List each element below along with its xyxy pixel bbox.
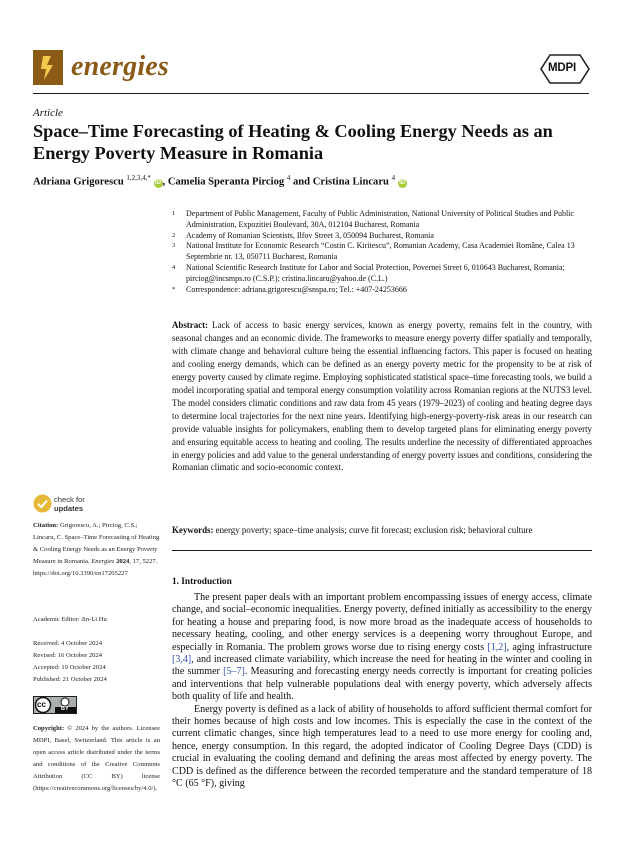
- citation-link[interactable]: [1,2]: [487, 641, 507, 653]
- author-name[interactable]: Camelia Speranta Pirciog: [167, 176, 285, 188]
- journal-name[interactable]: energies: [71, 51, 170, 82]
- copyright-text: © 2024 by the authors. Licensee MDPI, Basel, Switzerland. This article is an open access article distributed under the terms and conditions of the Creative Commons Attribution (CC BY) license (https://creativecommons.org/licenses/by/4.0/).: [33, 725, 160, 792]
- cc-by-license-icon[interactable]: [33, 696, 77, 714]
- copyright: [33, 723, 160, 794]
- check-for-updates-icon[interactable]: [33, 494, 52, 518]
- keywords-label: Keywords:: [172, 525, 214, 535]
- abstract: [172, 319, 592, 474]
- section-heading: 1. Introduction: [172, 577, 232, 587]
- check-for-updates[interactable]: check for updates: [54, 495, 85, 513]
- abstract-label: Abstract:: [172, 320, 208, 330]
- author-separator: ,: [162, 176, 168, 188]
- publisher-name: MDPI: [548, 62, 576, 74]
- affiliation-item: 2 Academy of Romanian Scientists, Ilfov Street 3, 050094 Bucharest, Romania: [172, 230, 434, 240]
- affiliations: [172, 209, 602, 295]
- lightning-icon: [33, 50, 63, 85]
- article-type: Article: [33, 107, 63, 119]
- author-separator: and: [290, 176, 313, 188]
- orcid-icon[interactable]: iD: [399, 179, 406, 186]
- header-divider: [33, 93, 589, 94]
- journal-logo: [33, 50, 63, 85]
- date-received: Received: 4 October 2024: [33, 640, 103, 647]
- keywords: [172, 524, 592, 536]
- citation-label: Citation:: [33, 522, 59, 529]
- author-list: [33, 174, 407, 188]
- date-revised: Revised: 16 October 2024: [33, 651, 103, 659]
- introduction-body: [172, 592, 592, 791]
- by-label: BY: [61, 706, 69, 712]
- citation-link[interactable]: [5–7]: [223, 666, 245, 678]
- affiliation-item: 4 National Scientific Research Institute for Labor and Social Protection, Povernei Street 6, 010643 Bucharest, Romania; pirciog@incsmps.ro (C.S.P.); cristina.lincaru@yahoo.de (C.L.): [172, 262, 565, 283]
- author-affiliation-sup: 4: [286, 174, 291, 182]
- citation-year: 2024: [116, 558, 130, 566]
- section-divider: [172, 550, 592, 551]
- citation-text: Grigorescu, A.; Pirciog, C.S.; Lincaru, C. Space–Time Forecasting of Heating & Cooling Energy Needs as an Energy Poverty Measure in Romania.: [33, 522, 160, 566]
- correspondence-item: * Correspondence: adriana.grigorescu@snspa.ro; Tel.: +407-24253666: [172, 284, 407, 294]
- copyright-label: Copyright:: [33, 725, 65, 732]
- keywords-text: energy poverty; space–time analysis; curve fit forecast; exclusion risk; behavioral culture: [215, 525, 533, 535]
- citation-journal: Energies: [91, 558, 115, 566]
- author-affiliation-sup: 1,2,3,4,*: [126, 174, 151, 182]
- author-affiliation-sup: 4: [391, 174, 396, 182]
- affiliation-item: 3 National Institute for Economic Research “Costin C. Kiritescu”, Romanian Academy, Casa Academiei Române, Calea 13 Septembrie nr. 13, 050711 Bucharest, Romania: [172, 241, 575, 262]
- orcid-icon[interactable]: iD: [155, 179, 162, 186]
- abstract-text: Lack of access to basic energy services, known as energy poverty, remains felt in the country, with seasonal changes and an economic divide. The frameworks to measure energy poverty differ spatially and temporally, with climate change and behavioral culture being the essential influencing factors. This paper is focused on heating and cooling energy demands, which can be defined as an energy poverty metric for the propensity to be at risk of energy poverty caused by climate regime. Employing sophisticated statistical space–time forecasting tools, we build a model incorporating spatial and temporal energy consumption volatility across Romanian regions at the NUTS3 level. The model considers climatic conditions and raw data from 45 years (1979–2023) of cooling and heating degree days to determine local trajectories for the next nine years. Identifying high-energy-poverty-risk areas in our research can provide valuable insights for policymakers, enabling them to develop targeted plans for eliminating energy poverty and ensuring equitable access to heating and cooling. The results underline the necessity of differentiated approaches in energy policies and add value to the general understanding of energy poverty issues and conditions, considering the Romanian climatic and socio-economic context.: [172, 320, 592, 473]
- author-name[interactable]: Cristina Lincaru: [312, 176, 389, 188]
- date-accepted: Accepted: 19 October 2024: [33, 663, 106, 671]
- paragraph: The present paper deals with an important problem encompassing issues of energy access, climate change, and social–economic inequalities. Energy poverty, defined initially as accessibility to the energy for heating a house and preparing food, is now more broad as the inadequate access of households to necessary heating, cooling, and other energy services is a deepening worry throughout Europe, and especially in Romania. The problem grows worse due to rising energy costs [1,2], aging infrastructure [3,4], and increased climate variability, which increase the need for heating in the winter and cooling in the summer [5–7]. Measuring and forecasting energy needs correctly is important for creating policies and interventions that help vulnerable populations deal with energy poverty, which adversely affects both quality of life and health.: [172, 592, 593, 703]
- citation: [33, 520, 160, 580]
- publisher-logo[interactable]: [540, 54, 590, 89]
- paragraph: Energy poverty is defined as a lack of ability of households to afford sufficient thermal comfort for their homes because of high costs and low incomes. This is especially the case in the context of the current climatic changes, since high temperatures lead to a need to use more energy for cooling and, hence, energy consumption. In this regard, the adopted indicator of Cooling Degree Days (CDD) is crucial in evaluating the cooling demand and defining the areas most affected by energy poverty. The CDD is defined as the difference between the recorded temperature and the standard temperature of 18 °C (65 °F), giving: [172, 703, 592, 790]
- publication-dates: [33, 638, 107, 686]
- citation-doi[interactable]: , 17, 5227. https://doi.org/10.3390/en17205227: [33, 558, 158, 578]
- date-published: Published: 21 October 2024: [33, 675, 107, 683]
- author-name[interactable]: Adriana Grigorescu: [33, 176, 124, 188]
- affiliation-item: 1 Department of Public Management, Faculty of Public Administration, National University of Political Studies and Public Administration, Expozitiei Boulevard, 30A, 012104 Bucharest, Romania: [172, 209, 574, 229]
- academic-editor: Academic Editor: Jin-Li Hu: [33, 616, 107, 623]
- citation-link[interactable]: [3,4]: [172, 654, 192, 666]
- article-title: Space–Time Forecasting of Heating & Cooling Energy Needs as an Energy Poverty Measure in Romania: [33, 121, 553, 163]
- cc-label: cc: [37, 700, 46, 709]
